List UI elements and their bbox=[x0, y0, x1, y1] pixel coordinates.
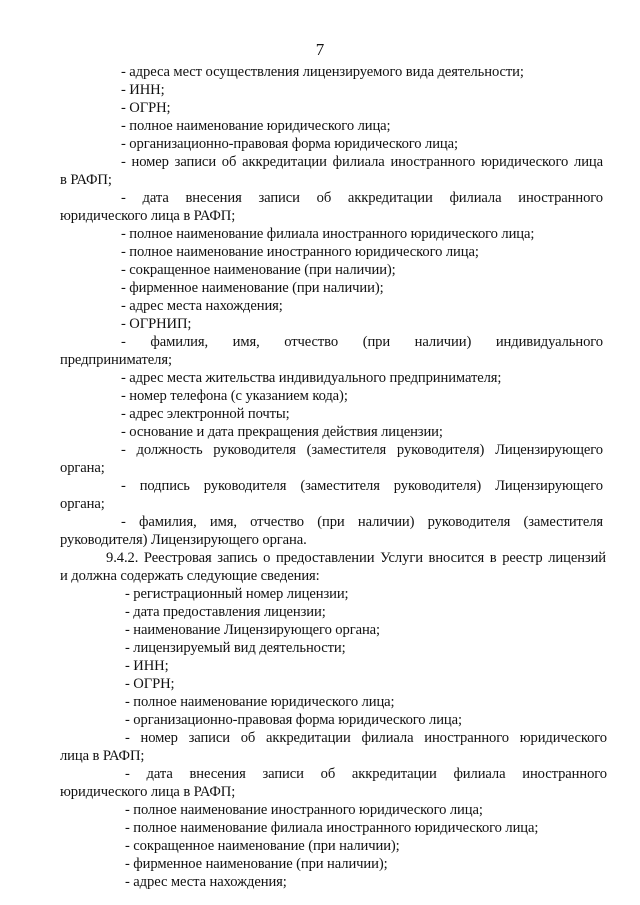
list-item: - номер записи об аккредитации филиала иностранного юридического лица bbox=[121, 154, 603, 170]
list-item: - полное наименование филиала иностранного юридического лица; bbox=[125, 820, 539, 836]
list-item-continuation: юридического лица в РАФП; bbox=[60, 784, 236, 800]
list-item: - ОГРН; bbox=[121, 100, 171, 116]
list-item: - организационно-правовая форма юридического лица; bbox=[125, 712, 462, 728]
list-item: - регистрационный номер лицензии; bbox=[125, 586, 349, 602]
list-item: - сокращенное наименование (при наличии); bbox=[125, 838, 400, 854]
list-item: - лицензируемый вид деятельности; bbox=[125, 640, 346, 656]
list-item: - сокращенное наименование (при наличии); bbox=[121, 262, 396, 278]
list-item-continuation: руководителя) Лицензирующего органа. bbox=[60, 532, 307, 548]
list-item: - ОГРНИП; bbox=[121, 316, 192, 332]
list-item-continuation: лица в РАФП; bbox=[60, 748, 145, 764]
list-item: - адрес места нахождения; bbox=[121, 298, 283, 314]
list-item: - дата внесения записи об аккредитации филиала иностранного bbox=[125, 766, 607, 782]
list-item: - дата внесения записи об аккредитации филиала иностранного bbox=[121, 190, 603, 206]
list-item-continuation: в РАФП; bbox=[60, 172, 112, 188]
list-item: - фамилия, имя, отчество (при наличии) руководителя (заместителя bbox=[121, 514, 603, 530]
list-item: - наименование Лицензирующего органа; bbox=[125, 622, 381, 638]
page-number: 7 bbox=[315, 40, 325, 59]
list-item: - фамилия, имя, отчество (при наличии) индивидуального bbox=[121, 334, 603, 350]
list-item: - полное наименование филиала иностранного юридического лица; bbox=[121, 226, 535, 242]
list-item: - полное наименование иностранного юридического лица; bbox=[121, 244, 479, 260]
list-item: - ОГРН; bbox=[125, 676, 175, 692]
list-item: - основание и дата прекращения действия лицензии; bbox=[121, 424, 443, 440]
list-item: - ИНН; bbox=[121, 82, 165, 98]
list-item: - полное наименование иностранного юридического лица; bbox=[125, 802, 483, 818]
list-item-continuation: предпринимателя; bbox=[60, 352, 172, 368]
list-item: - должность руководителя (заместителя руководителя) Лицензирующего bbox=[121, 442, 603, 458]
paragraph-line: 9.4.2. Реестровая запись о предоставлении Услуги вносится в реестр лицензий bbox=[106, 550, 606, 566]
list-item-continuation: органа; bbox=[60, 460, 105, 476]
list-item: - номер записи об аккредитации филиала иностранного юридического bbox=[125, 730, 607, 746]
paragraph-line: и должна содержать следующие сведения: bbox=[60, 568, 320, 584]
list-item: - полное наименование юридического лица; bbox=[121, 118, 391, 134]
list-item: - адрес места жительства индивидуального предпринимателя; bbox=[121, 370, 502, 386]
list-item-continuation: юридического лица в РАФП; bbox=[60, 208, 236, 224]
list-item: - адрес электронной почты; bbox=[121, 406, 290, 422]
list-item: - номер телефона (с указанием кода); bbox=[121, 388, 348, 404]
list-item: - дата предоставления лицензии; bbox=[125, 604, 326, 620]
list-item: - ИНН; bbox=[125, 658, 169, 674]
list-item: - организационно-правовая форма юридического лица; bbox=[121, 136, 458, 152]
list-item-continuation: органа; bbox=[60, 496, 105, 512]
list-item: - адрес места нахождения; bbox=[125, 874, 287, 890]
list-item: - полное наименование юридического лица; bbox=[125, 694, 395, 710]
list-item: - фирменное наименование (при наличии); bbox=[125, 856, 388, 872]
list-item: - подпись руководителя (заместителя руководителя) Лицензирующего bbox=[121, 478, 603, 494]
list-item: - адреса мест осуществления лицензируемого вида деятельности; bbox=[121, 64, 524, 80]
list-item: - фирменное наименование (при наличии); bbox=[121, 280, 384, 296]
